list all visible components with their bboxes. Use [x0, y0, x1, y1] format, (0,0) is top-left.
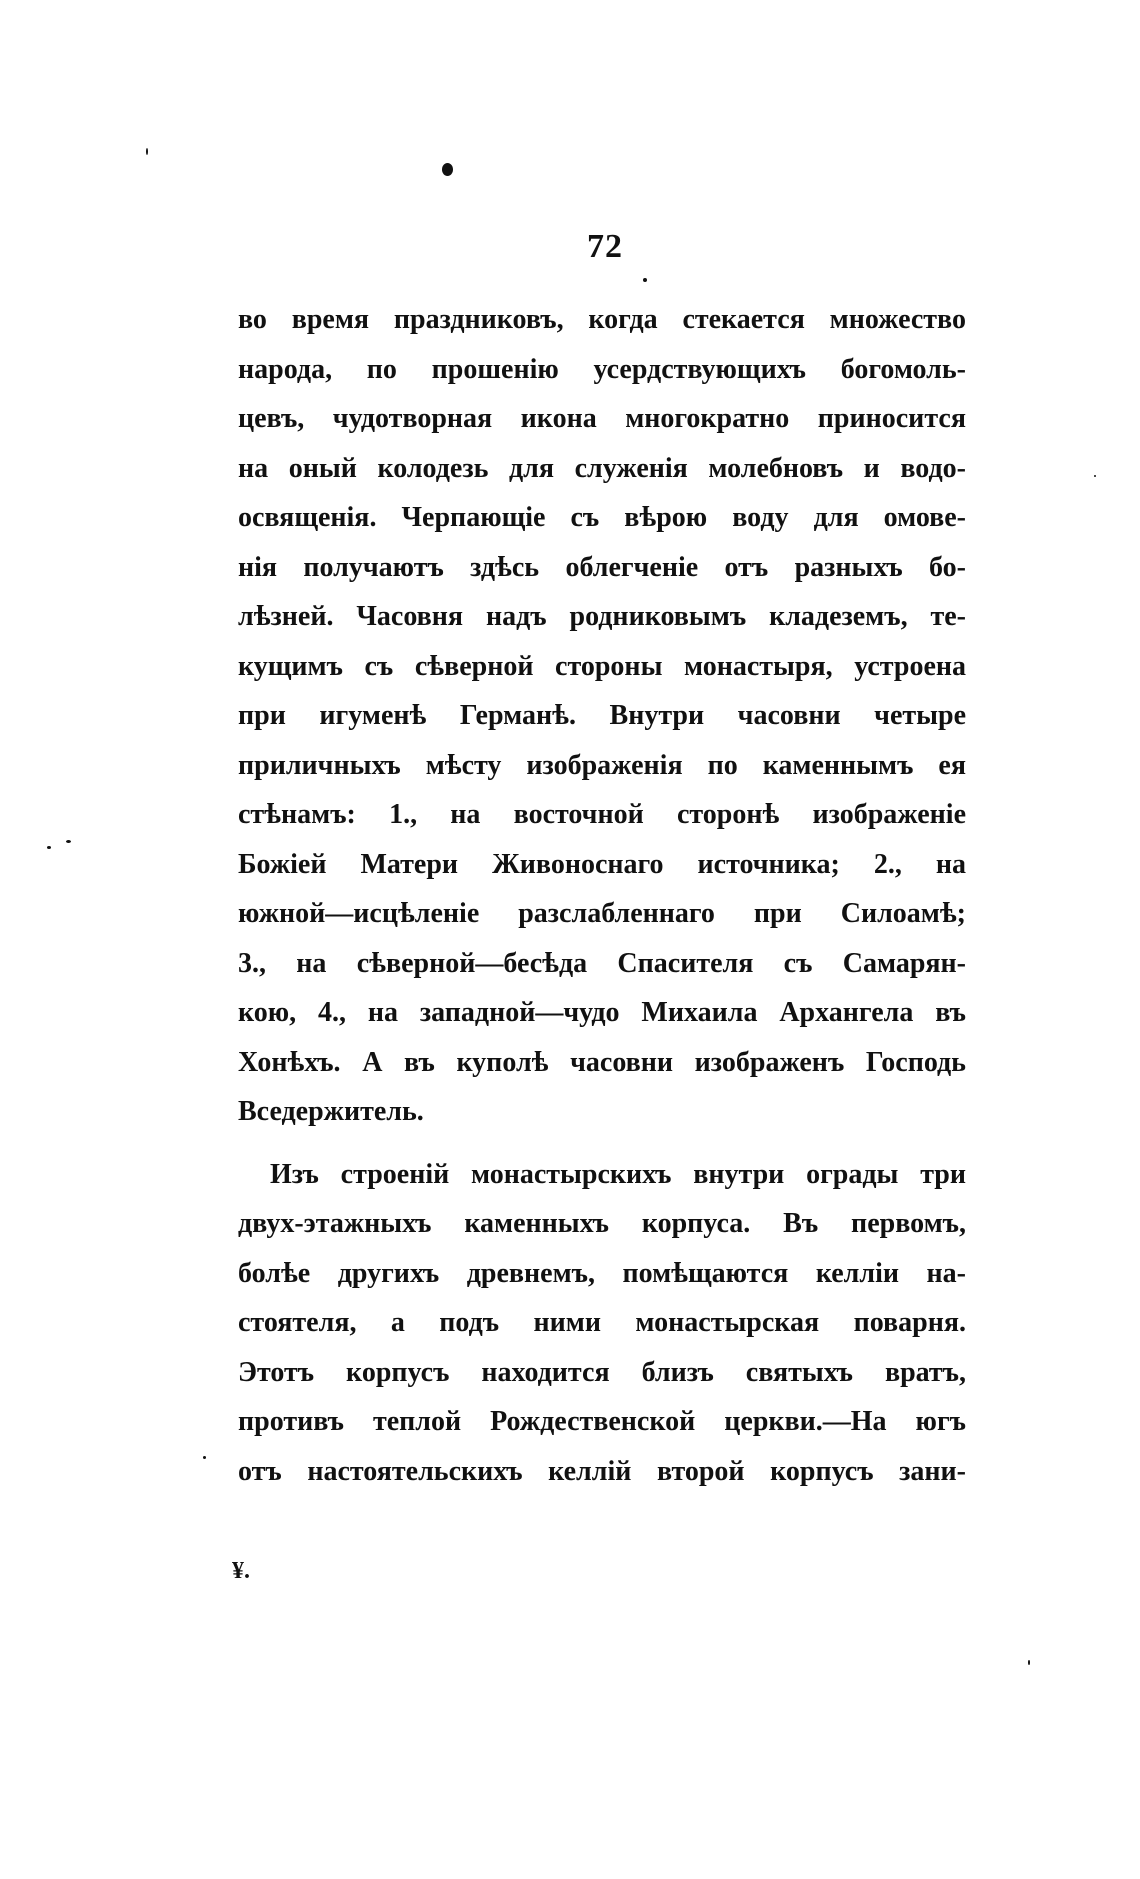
scan-speck: [66, 840, 71, 843]
scan-speck: [1028, 1660, 1030, 1665]
text-line: болѣе другихъ древнемъ, помѣщаются келліи на-: [238, 1257, 966, 1289]
body-text: [238, 295, 966, 1496]
scan-speck: [146, 148, 148, 155]
text-line: Изъ строеній монастырскихъ внутри ограды три: [270, 1158, 966, 1190]
scan-speck: [47, 846, 51, 849]
text-line: Вседержитель.: [238, 1096, 424, 1127]
text-line: двух-этажныхъ каменныхъ корпуса. Въ первомъ,: [238, 1208, 966, 1239]
text-line: Этотъ корпусъ находится близъ святыхъ вратъ,: [238, 1356, 966, 1388]
text-line: отъ настоятельскихъ келлій второй корпусъ зани-: [238, 1455, 966, 1487]
signature-mark: ¥.: [232, 1558, 250, 1584]
text-line: Хонѣхъ. А въ куполѣ часовни изображенъ Господь: [238, 1046, 966, 1078]
text-line: стѣнамъ: 1., на восточной сторонѣ изображеніе: [238, 799, 966, 830]
text-line: во время праздниковъ, когда стекается множество: [238, 304, 966, 335]
text-line: кущимъ съ сѣверной стороны монастыря, устроена: [238, 650, 966, 682]
text-line: южной—исцѣленіе разслабленнаго при Силоамѣ;: [238, 898, 966, 929]
paragraph: [238, 295, 966, 1137]
text-line: при игуменѣ Германѣ. Внутри часовни четыре: [238, 700, 966, 731]
text-line: освященія. Черпающіе съ вѣрою воду для омове-: [238, 502, 966, 533]
text-line: Божіей Матери Живоноснаго источника; 2., на: [238, 848, 966, 880]
text-line: на оный колодезь для служенія молебновъ и водо-: [238, 452, 966, 484]
text-line: кою, 4., на западной—чудо Михаила Архангела въ: [238, 997, 966, 1028]
text-line: нія получаютъ здѣсь облегченіе отъ разныхъ бо-: [238, 551, 966, 583]
text-line: приличныхъ мѣсту изображенія по каменнымъ ея: [238, 749, 966, 781]
scan-speck: [1094, 475, 1096, 477]
text-line: цевъ, чудотворная икона многократно приносится: [238, 403, 966, 434]
text-line: 3., на сѣверной—бесѣда Спасителя съ Самарян-: [238, 947, 966, 979]
text-line: народа, по прошенію усердствующихъ богомоль-: [238, 353, 966, 385]
page-number: 72: [587, 228, 623, 265]
text-line: противъ теплой Рождественской церкви.—На югъ: [238, 1406, 966, 1437]
scan-speck: [203, 1456, 206, 1459]
text-line: стоятеля, а подъ ними монастырская поварня.: [238, 1307, 966, 1338]
scan-speck: [643, 278, 647, 282]
scan-speck: [442, 163, 453, 176]
paragraph: [238, 1150, 966, 1497]
paragraph-gap: [238, 1137, 966, 1150]
text-line: лѣзней. Часовня надъ родниковымъ кладеземъ, те-: [238, 601, 966, 632]
